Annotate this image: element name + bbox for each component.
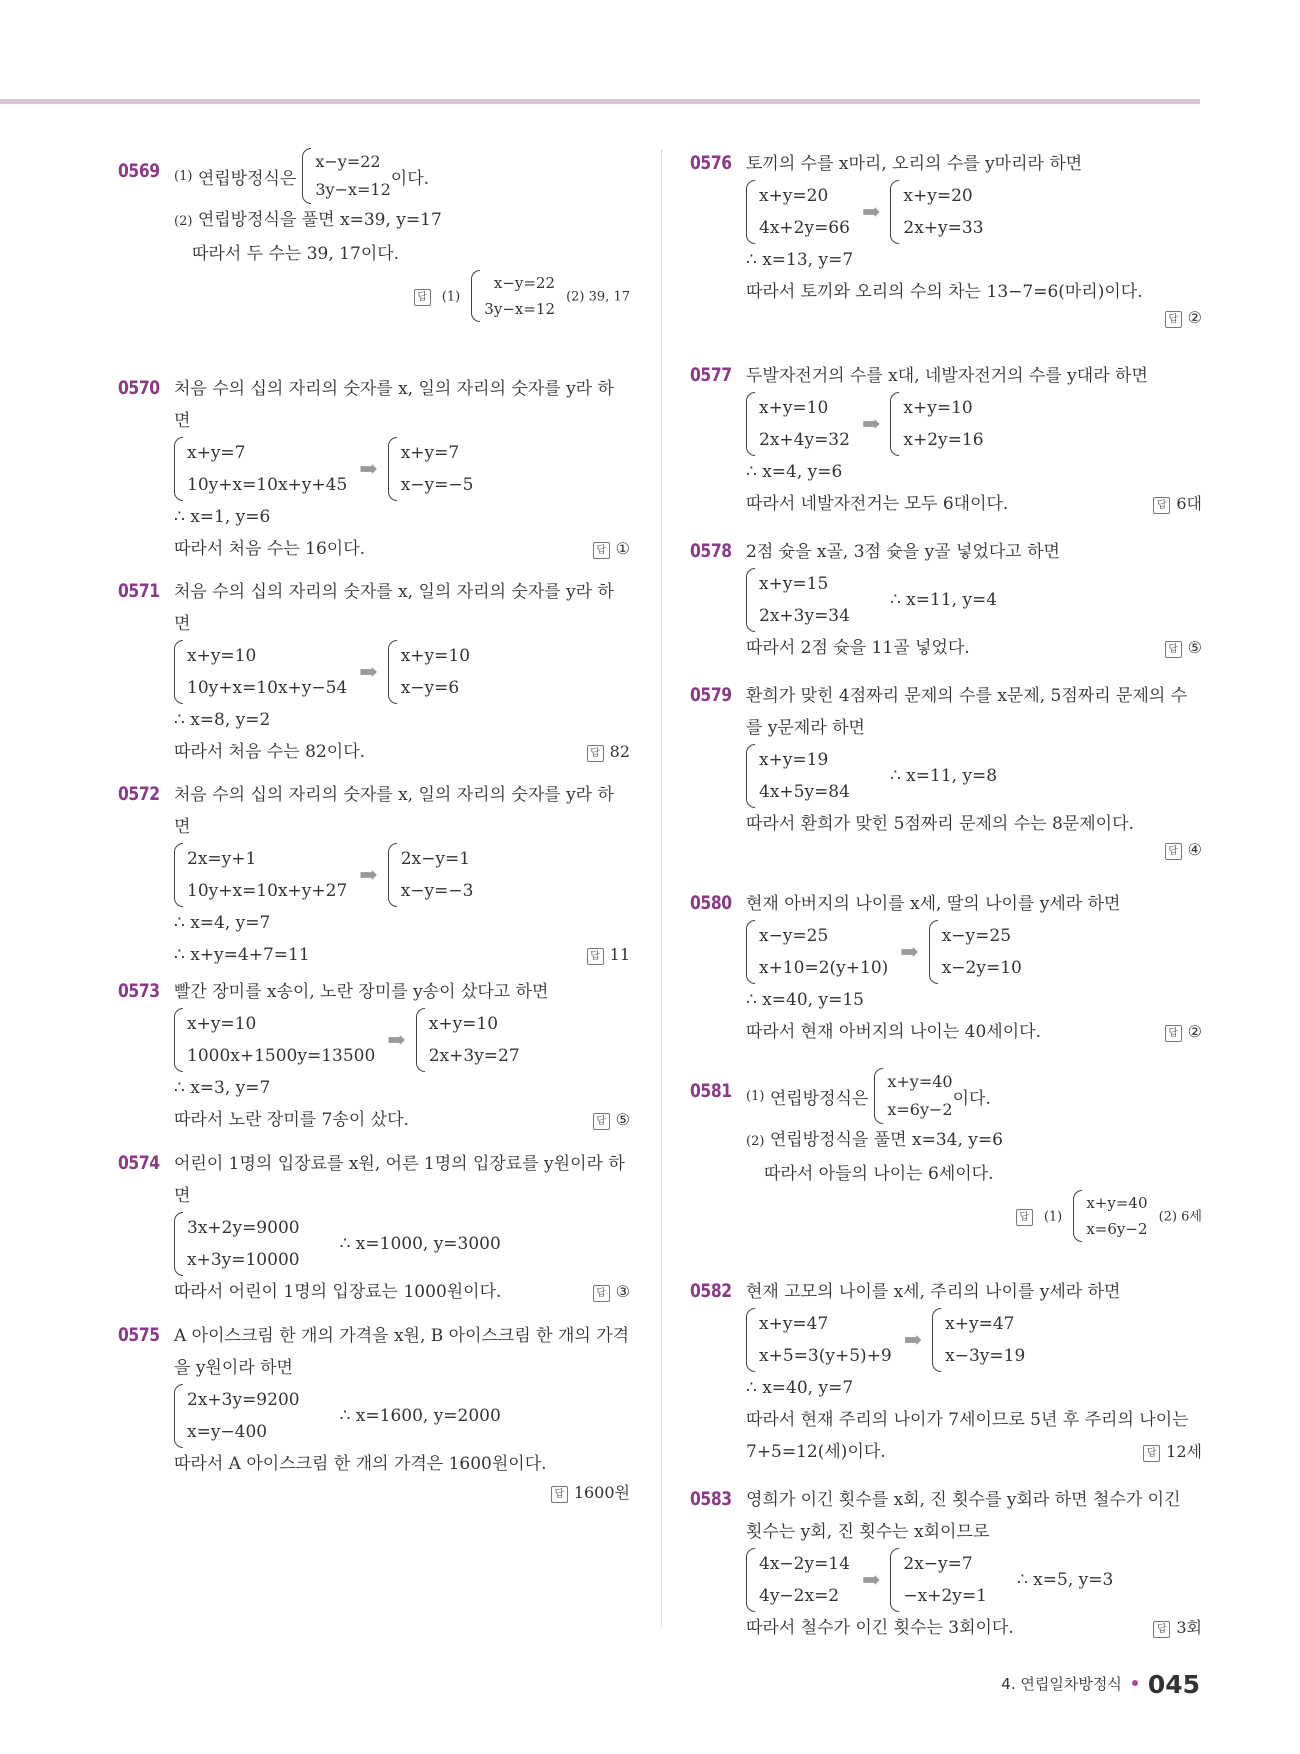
equation-transform: x+y=20 4x+2y=66 ➡ x+y=20 2x+y=33	[746, 180, 1202, 244]
conclusion: 따라서 토끼와 오리의 수의 차는 13−7=6(마리)이다.	[746, 282, 1143, 302]
arrow-icon: ➡	[359, 862, 378, 888]
arrow-icon: ➡	[861, 199, 881, 225]
problem-number: 0581	[690, 1080, 732, 1102]
conclusion: 따라서 현재 아버지의 나이는 40세이다. 답 ②	[746, 1016, 1202, 1048]
problem-0574	[118, 1148, 630, 1308]
problem-number: 0573	[118, 980, 160, 1002]
equation-solution: x+y=15 2x+3y=34 ∴ x=11, y=4	[746, 568, 1202, 632]
column-divider	[661, 150, 662, 1628]
problem-number: 0579	[690, 684, 732, 706]
conclusion: 따라서 처음 수는 82이다. 답 82	[174, 736, 630, 768]
answer: 답 11	[587, 939, 630, 971]
header-rule	[0, 99, 1200, 104]
conclusion: 따라서 환희가 맞힌 5점짜리 문제의 수는 8문제이다.	[746, 814, 1134, 834]
answer: 답 (1) x+y=40 x=6y−2 (2) 6세	[746, 1190, 1202, 1242]
answer: 답 ②	[746, 308, 1202, 328]
conclusion-line-1: 따라서 현재 주리의 나이가 7세이므로 5년 후 주리의 나이는	[746, 1410, 1189, 1430]
problem-0583	[690, 1484, 1202, 1644]
equation-transform: x+y=7 10y+x=10x+y+45 ➡ x+y=7 x−y=−5	[174, 437, 630, 501]
equation-solution: 2x+3y=9200 x=y−400 ∴ x=1600, y=2000	[174, 1384, 630, 1448]
conclusion: 따라서 노란 장미를 7송이 샀다. 답 ⑤	[174, 1104, 630, 1136]
answer: 답 12세	[1143, 1436, 1202, 1468]
solution: ∴ x=8, y=2	[174, 710, 271, 730]
problem-number: 0570	[118, 377, 160, 399]
arrow-icon: ➡	[903, 1327, 923, 1353]
arrow-icon: ➡	[900, 939, 919, 965]
equation-transform: x+y=10 2x+4y=32 ➡ x+y=10 x+2y=16	[746, 392, 1202, 456]
answer: 답 ⑤	[1165, 632, 1202, 664]
problem-intro: 현재 고모의 나이를 x세, 주리의 나이를 y세라 하면	[746, 1282, 1121, 1302]
answer: 답 82	[587, 736, 630, 768]
problem-intro: 어린이 1명의 입장료를 x원, 어른 1명의 입장료를 y원이라 하면	[174, 1154, 625, 1206]
problem-intro: 2점 슛을 x골, 3점 슛을 y골 넣었다고 하면	[746, 542, 1060, 562]
problem-number: 0575	[118, 1324, 160, 1346]
answer: 답 ⑤	[593, 1104, 630, 1136]
arrow-icon: ➡	[861, 1567, 881, 1593]
conclusion: 따라서 철수가 이긴 횟수는 3회이다. 답 3회	[746, 1612, 1202, 1644]
problem-intro: 현재 아버지의 나이를 x세, 딸의 나이를 y세라 하면	[746, 894, 1121, 914]
problem-0582	[690, 1276, 1202, 1468]
problem-0580	[690, 888, 1202, 1048]
conclusion: 따라서 2점 슛을 11골 넣었다. 답 ⑤	[746, 632, 1202, 664]
problem-0581	[690, 1068, 1202, 1242]
problem-intro: 처음 수의 십의 자리의 숫자를 x, 일의 자리의 숫자를 y라 하면	[174, 379, 614, 431]
problem-intro: 처음 수의 십의 자리의 숫자를 x, 일의 자리의 숫자를 y라 하면	[174, 582, 614, 634]
problem-0576	[690, 148, 1202, 328]
bullet-icon	[1132, 1680, 1138, 1686]
problem-0571	[118, 576, 630, 768]
problem-number: 0580	[690, 892, 732, 914]
solution: ∴ x=13, y=7	[746, 250, 854, 270]
problem-0572	[118, 779, 630, 971]
solution: ∴ x=4, y=6	[746, 462, 843, 482]
solution: ∴ x=1, y=6	[174, 507, 271, 527]
equation-transform: x+y=47 x+5=3(y+5)+9 ➡ x+y=47 x−3y=19	[746, 1308, 1202, 1372]
problem-number: 0577	[690, 364, 732, 386]
conclusion: 따라서 네발자전거는 모두 6대이다. 답 6대	[746, 488, 1202, 520]
answer: 답 ①	[593, 533, 630, 565]
solution: ∴ x=4, y=7	[174, 913, 271, 933]
equation-solution: 3x+2y=9000 x+3y=10000 ∴ x=1000, y=3000	[174, 1212, 630, 1276]
problem-0577	[690, 360, 1202, 520]
arrow-icon: ➡	[359, 456, 378, 482]
problem-number: 0582	[690, 1280, 732, 1302]
problem-intro: 두발자전거의 수를 x대, 네발자전거의 수를 y대라 하면	[746, 366, 1148, 386]
conclusion: 따라서 두 수는 39, 17이다.	[192, 244, 400, 264]
answer: 답 ②	[1165, 1016, 1202, 1048]
conclusion-line-2: 7+5=12(세)이다. 답 12세	[746, 1436, 1202, 1468]
conclusion: 따라서 아들의 나이는 6세이다.	[764, 1164, 994, 1184]
equation-transform: x+y=10 1000x+1500y=13500 ➡ x+y=10 2x+3y=27	[174, 1008, 630, 1072]
problem-0579	[690, 680, 1202, 860]
problem-intro: 영희가 이긴 횟수를 x회, 진 횟수를 y회라 하면 철수가 이긴 횟수는 y회, 진 횟수는 x회이므로	[746, 1490, 1181, 1542]
problem-intro: 처음 수의 십의 자리의 숫자를 x, 일의 자리의 숫자를 y라 하면	[174, 785, 614, 837]
conclusion: ∴ x+y=4+7=11 답 11	[174, 939, 630, 971]
conclusion: 따라서 어린이 1명의 입장료는 1000원이다. 답 ③	[174, 1276, 630, 1308]
answer: 답 ③	[593, 1276, 630, 1308]
problem-0570	[118, 373, 630, 565]
problem-intro: 토끼의 수를 x마리, 오리의 수를 y마리라 하면	[746, 154, 1083, 174]
conclusion: 따라서 A 아이스크림 한 개의 가격은 1600원이다.	[174, 1454, 547, 1474]
problem-0573	[118, 976, 630, 1136]
problem-number: 0574	[118, 1152, 160, 1174]
problem-0569	[118, 148, 630, 322]
equation-system: x+y=40 x=6y−2	[874, 1068, 952, 1124]
problem-intro: 빨간 장미를 x송이, 노란 장미를 y송이 샀다고 하면	[174, 982, 549, 1002]
problem-number: 0571	[118, 580, 160, 602]
answer: 답 (1) x−y=22 3y−x=12 (2) 39, 17	[174, 270, 630, 322]
answer: 답 6대	[1153, 488, 1202, 520]
answer: 답 ④	[746, 840, 1202, 860]
part-1: (1) 연립방정식은 x+y=40 x=6y−2 이다.	[746, 1068, 1202, 1124]
conclusion: 따라서 처음 수는 16이다. 답 ①	[174, 533, 630, 565]
part-2: (2) 연립방정식을 풀면 x=39, y=17	[174, 210, 442, 230]
answer: 답 1600원	[174, 1480, 630, 1503]
chapter-title: 4. 연립일차방정식	[1001, 1675, 1122, 1693]
problem-0578	[690, 536, 1202, 664]
problem-0575	[118, 1320, 630, 1503]
equation-system: x−y=22 3y−x=12	[302, 148, 390, 204]
equation-transform: x+y=10 10y+x=10x+y−54 ➡ x+y=10 x−y=6	[174, 640, 630, 704]
part-2: (2) 연립방정식을 풀면 x=34, y=6	[746, 1130, 1003, 1150]
problem-number: 0578	[690, 540, 732, 562]
problem-number: 0569	[118, 160, 160, 182]
page-footer	[1001, 1670, 1200, 1699]
equation-transform: 4x−2y=14 4y−2x=2 ➡ 2x−y=7 −x+2y=1 ∴ x=5, y=3	[746, 1548, 1202, 1612]
page-number: 045	[1147, 1670, 1200, 1699]
arrow-icon: ➡	[387, 1027, 406, 1053]
problem-intro: A 아이스크림 한 개의 가격을 x원, B 아이스크림 한 개의 가격을 y원이라 하면	[174, 1326, 630, 1378]
arrow-icon: ➡	[359, 659, 378, 685]
solution: ∴ x=3, y=7	[174, 1078, 271, 1098]
problem-intro: 환희가 맞힌 4점짜리 문제의 수를 x문제, 5점짜리 문제의 수를 y문제라 하면	[746, 686, 1188, 738]
equation-transform: x−y=25 x+10=2(y+10) ➡ x−y=25 x−2y=10	[746, 920, 1202, 984]
part-1: (1) 연립방정식은 x−y=22 3y−x=12 이다.	[174, 148, 630, 204]
answer: 답 3회	[1153, 1612, 1202, 1644]
arrow-icon: ➡	[861, 411, 881, 437]
solution: ∴ x=40, y=7	[746, 1378, 854, 1398]
problem-number: 0576	[690, 152, 732, 174]
problem-number: 0572	[118, 783, 160, 805]
equation-transform: 2x=y+1 10y+x=10x+y+27 ➡ 2x−y=1 x−y=−3	[174, 843, 630, 907]
equation-solution: x+y=19 4x+5y=84 ∴ x=11, y=8	[746, 744, 1202, 808]
solution: ∴ x=40, y=15	[746, 990, 864, 1010]
problem-number: 0583	[690, 1488, 732, 1510]
